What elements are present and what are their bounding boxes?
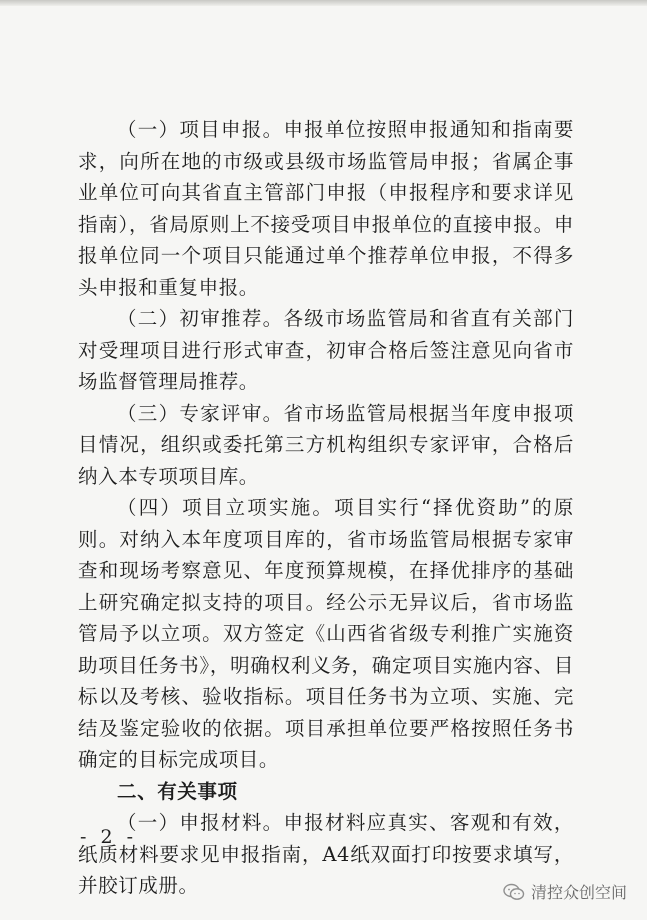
- document-body: [78, 114, 574, 902]
- paragraph-text: 项目实行“择优资助”的原则。对纳入本年度项目库的，省市场监管局根据专家审查和现场考察意见、年度预算规模，在择优排序的基础上研究确定拟支持的项目。经公示无异议后，省市场监管局予以立项。双方签定《山西省省级专利推广实施资助项目任务书》，明确权利义务，确定项目实施内容、目标以及考核、验收指标。项目任务书为立项、实施、完结及鉴定验收的依据。项目承担单位要严格按照任务书确定的目标完成项目。: [78, 496, 574, 771]
- paragraph-text: 各级市场监管局和省直有关部门对受理项目进行形式审查，初审合格后签注意见向省市场监督管理局推荐。: [78, 307, 574, 393]
- paragraph-text: 省市场监管局根据当年度申报项目情况，组织或委托第三方机构组织专家评审，合格后纳入本专项项目库。: [78, 401, 574, 488]
- paragraph-expert-review: [78, 398, 574, 493]
- paragraph-lead: （一）项目申报。: [117, 118, 284, 141]
- paragraph-text: 申报材料应真实、客观和有效，纸质材料要求见申报指南，A4纸双面打印按要求填写，并胶订成册。: [78, 811, 574, 897]
- paragraph-application-materials: [78, 807, 574, 902]
- paragraph-lead: （二）初审推荐。: [117, 307, 284, 330]
- paragraph-preliminary-review: [78, 303, 574, 398]
- scan-top-edge: [0, 0, 647, 6]
- paragraph-text: 申报单位按照申报通知和指南要求，向所在地的市级或县级市场监管局申报；省属企事业单位可向其省直主管部门申报（申报程序和要求详见指南），省局原则上不接受项目申报单位的直接申报。申报单位同一个项目只能通过单个推荐单位申报，不得多头申报和重复申报。: [78, 118, 574, 299]
- page-number: - 2 -: [80, 826, 138, 848]
- paragraph-project-implementation: [78, 492, 574, 776]
- section-heading: 二、有关事项: [117, 779, 238, 803]
- paragraph-project-application: [78, 114, 574, 303]
- watermark-text: 清控众创空间: [530, 883, 627, 902]
- watermark: [503, 880, 627, 903]
- paragraph-lead: （四）项目立项实施。: [117, 496, 335, 519]
- paragraph-lead: （一）申报材料。: [117, 811, 284, 834]
- paragraph-lead: （三）专家评审。: [117, 401, 284, 425]
- wechat-icon: [503, 883, 525, 901]
